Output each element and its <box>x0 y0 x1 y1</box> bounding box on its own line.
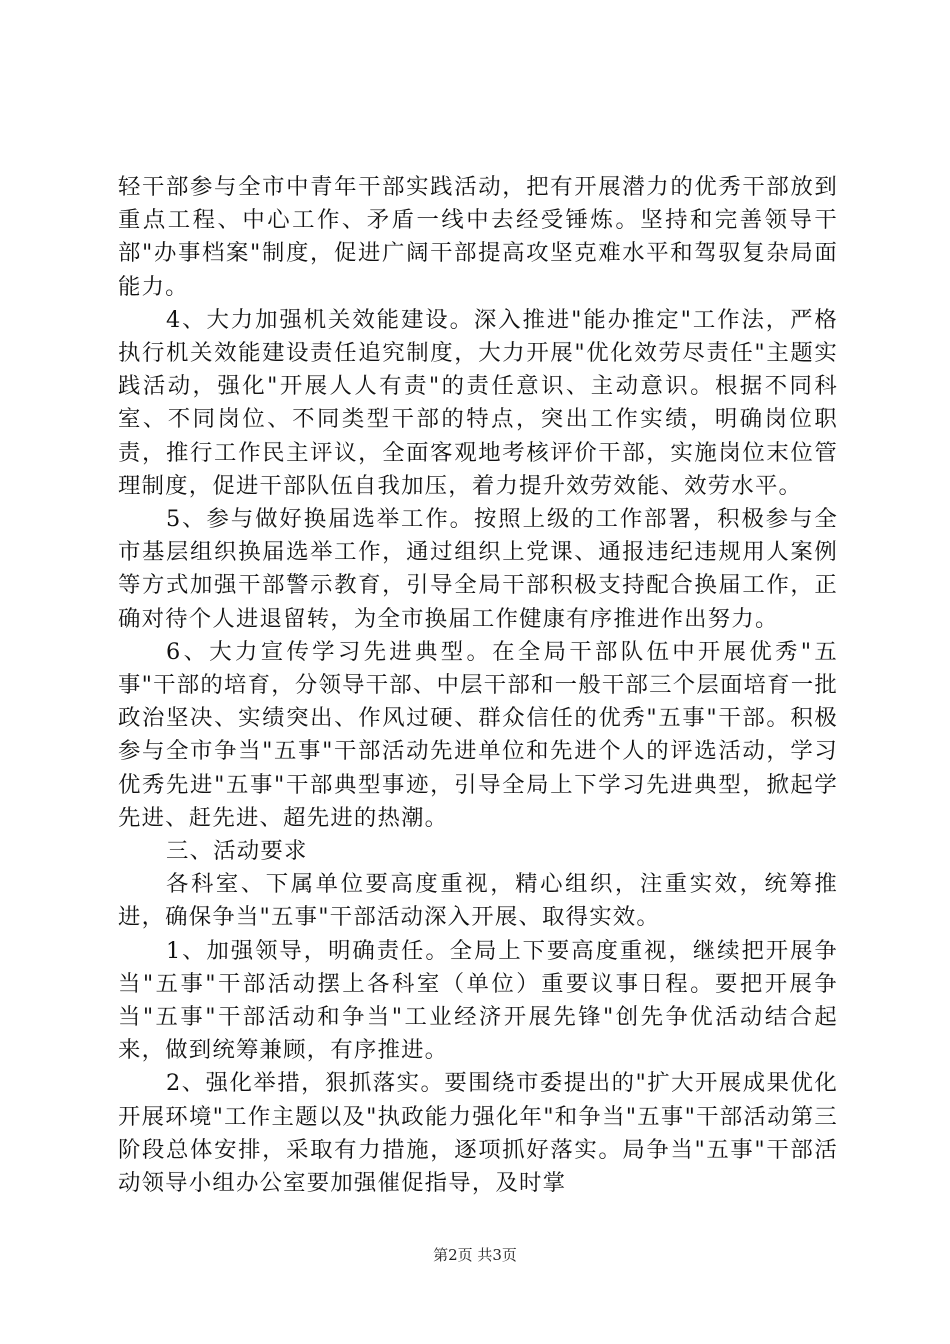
document-body <box>118 171 838 1200</box>
paragraph-item-6: 6、大力宣传学习先进典型。在全局干部队伍中开展优秀"五事"干部的培育，分领导干部、中层干部和一般干部三个层面培育一批政治坚决、实绩突出、作风过硬、群众信任的优秀"五事"干部。积极参与全市争当"五事"干部活动先进单位和先进个人的评选活动，学习优秀先进"五事"干部典型事迹，引导全局上下学习先进典型，掀起学先进、赶先进、超先进的热潮。 <box>118 638 838 831</box>
paragraph-requirements-intro: 各科室、下属单位要高度重视，精心组织，注重实效，统筹推进，确保争当"五事"干部活动深入开展、取得实效。 <box>118 871 838 931</box>
paragraph-item-4: 4、大力加强机关效能建设。深入推进"能办推定"工作法，严格执行机关效能建设责任追究制度，大力开展"优化效劳尽责任"主题实践活动，强化"开展人人有责"的责任意识、主动意识。根据不同科室、不同岗位、不同类型干部的特点，突出工作实绩，明确岗位职责，推行工作民主评议，全面客观地考核评价干部，实施岗位末位管理制度，促进干部队伍自我加压，着力提升效劳效能、效劳水平。 <box>118 306 838 499</box>
section-heading-requirements: 三、活动要求 <box>166 838 308 865</box>
paragraph-requirement-2: 2、强化举措，狠抓落实。要围绕市委提出的"扩大开展成果优化开展环境"工作主题以及"执政能力强化年"和争当"五事"干部活动第三阶段总体安排，采取有力措施，逐项抓好落实。局争当"五事"干部活动领导小组办公室要加强催促指导，及时掌 <box>118 1070 838 1197</box>
paragraph-item-5: 5、参与做好换届选举工作。按照上级的工作部署，积极参与全市基层组织换届选举工作，通过组织上党课、通报违纪违规用人案例等方式加强干部警示教育，引导全局干部积极支持配合换届工作，正确对待个人进退留转，为全市换届工作健康有序推进作出努力。 <box>118 506 838 632</box>
page-footer: 第2页 共3页 <box>433 1246 517 1264</box>
paragraph-continuation: 轻干部参与全市中青年干部实践活动，把有开展潜力的优秀干部放到重点工程、中心工作、矛盾一线中去经受锤炼。坚持和完善领导干部"办事档案"制度，促进广阔干部提高攻坚克难水平和驾驭复杂局面能力。 <box>118 174 838 300</box>
paragraph-requirement-1: 1、加强领导，明确责任。全局上下要高度重视，继续把开展争当"五事"干部活动摆上各科室（单位）重要议事日程。要把开展争当"五事"干部活动和争当"工业经济开展先锋"创先争优活动结合起来，做到统筹兼顾，有序推进。 <box>118 937 838 1064</box>
